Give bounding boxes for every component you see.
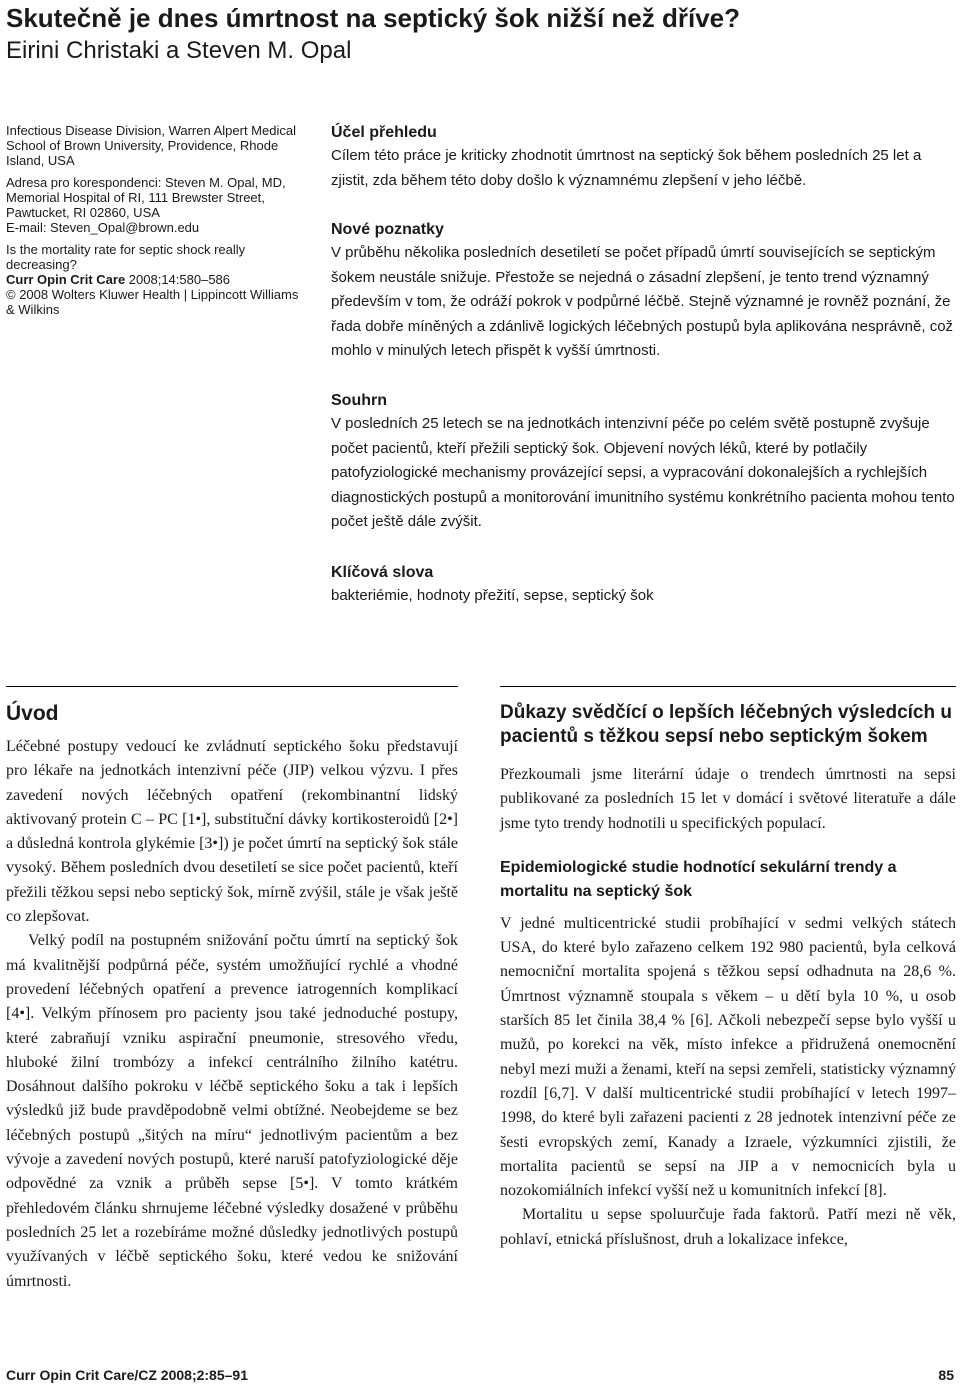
email: E-mail: Steven_Opal@brown.edu	[6, 220, 200, 235]
page-number: 85	[938, 1367, 954, 1383]
evidence-heading: Důkazy svědčící o lepších léčebných výsledcích u pacientů s těžkou sepsí nebo septickým šokem	[500, 702, 952, 747]
article-title: Skutečně je dnes úmrtnost na septický šok nižší než dříve?	[6, 3, 741, 33]
evidence-paragraph-1: Přezkoumali jsme literární údaje o trendech úmrtnosti na sepsi publikované za posledních 15 let v domácí i světové literatuře a dále jsme tyto trendy hodnotili u specifických populací.	[500, 766, 956, 832]
abstract-keywords	[331, 562, 956, 609]
affiliation-block	[6, 123, 306, 317]
copyright: © 2008 Wolters Kluwer Health | Lippincott Williams & Wilkins	[6, 287, 299, 317]
keywords-heading: Klíčová slova	[331, 564, 434, 581]
purpose-text: Cílem této práce je kriticky zhodnotit úmrtnost na septický šok během posledních 25 let a zjistit, zda během této doby došlo k významnému zlepšení v jeho léčbě.	[331, 147, 922, 189]
evidence-paragraph-2: V jedné multicentrické studii probíhající v sedmi velkých státech USA, do které bylo zařazeno celkem 192 980 pacientů, byla celková nemocniční mortalita spojená s těžkou sepsí odhadnuta na 28,6 %. Úmrtnost významně stoupala s věkem – u dětí byla 10 %, u osob starších 85 let činila 38,4 % [6]. Ačkoli nebezpečí sepse bylo vyšší u mužů, po korekci na věk, místo infekce a přidružená onemocnění nebyl mezi muži a ženami, kteří na sepsi zemřeli, statisticky významný rozdíl [6,7]. V další multicentrické studii probíhající v letech 1997–1998, do které byli zařazeni pacienti z 28 jednotek intenzivní péče ze šesti evropských zemí, Kanady a Izraele, výzkumníci zjistili, že mortalita pacientů se sepsí na JIP a v nemocnicích byla u nozokomiálních infekcí vyšší než u komunitních infekcí [8].	[500, 914, 956, 1200]
findings-heading: Nové poznatky	[331, 221, 444, 238]
citation	[6, 272, 306, 287]
correspondence: Adresa pro korespondenci: Steven M. Opal, MD, Memorial Hospital of RI, 111 Brewster Street, Pawtucket, RI 02860, USA	[6, 175, 286, 220]
intro-paragraph-1: Léčebné postupy vedoucí ke zvládnutí septického šoku představují pro lékaře na jednotkách intenzivní péče (JIP) velkou výzvu. I přes zavedení nových léčebných opatření (rekombinantní lidský aktivovaný protein C – PC [1•], substituční dávky kortikosteroidů [2•] a důsledná kontrola glykémie [3•]) je počet úmrtí na septický šok stále vysoký. Během posledních dvou desetiletí se sice počet pacientů, kteří přežili těžkou sepsi nebo septický šok, mírně zvýšil, stále je však ještě co zlepšovat.	[6, 738, 458, 926]
summary-text: V posledních 25 letech se na jednotkách intenzivní péče po celém světě postupně zvyšuje počet pacientů, kteří přežili septický šok. Objevení nových léků, které by potlačily patofyziologické mechanismy provázející sepsi, a vypracování dokonalejších a rychlejších diagnostických postupů a monitorování imunitního systému konkrétního pacienta mohou tento počet ještě dále zvýšit.	[331, 415, 955, 530]
authors: Eirini Christaki a Steven M. Opal	[6, 37, 352, 64]
original-title: Is the mortality rate for septic shock really decreasing?	[6, 242, 246, 272]
intro-heading: Úvod	[6, 702, 59, 725]
intro-paragraph-2: Velký podíl na postupném snižování počtu úmrtí na septický šok má kvalitnější podpůrná péče, systém umožňující rychlé a vhodné provedení léčebných opatření a prevence iatrogenních komplikací [4•]. Velkým přínosem pro pacienty jsou také jednoduché postupy, které zabraňují vzniku aspirační pneumonie, stresového vředu, hluboké žilní trombózy a infekcí centrálního žilního katétru. Dosáhnout dalšího pokroku v léčbě septického šoku a tak i lepších výsledků již bude pravděpodobně velmi obtížné. Neobejdeme se bez léčebných postupů „šitých na míru“ jednotlivým pacientům a bez vývoje a zavedení nových postupů, které naruší patofyziologické děje odpovědné za vznik a průběh sepse [5•]. V tomto krátkém přehledovém článku shrnujeme léčebné výsledky dosažené v průběhu posledních 25 let a rozebíráme možné důsledky jednotlivých postupů využívaných v léčbě septického šoku, které vedou ke snižování úmrtnosti.	[6, 932, 458, 1290]
footer-journal: Curr Opin Crit Care/CZ 2008;2:85–91	[6, 1367, 248, 1383]
abstract-findings	[331, 219, 956, 364]
epidemiology-subheading: Epidemiologické studie hodnotící sekulární trendy a mortalitu na septický šok	[500, 858, 897, 900]
evidence-section	[500, 686, 956, 1252]
intro-section	[6, 686, 458, 1294]
keywords-text: bakteriémie, hodnoty přežití, sepse, septický šok	[331, 587, 654, 604]
findings-text: V průběhu několika posledních desetiletí se počet případů úmrtí souvisejících se septickým šokem neustále snižuje. Přestože se nejedná o zásadní zlepšení, je tento trend významný především v tom, že odráží pokrok v podpůrné léčbě. Stejně významné je rovněž poznání, že řada dobře míněných a zdánlivě logických léčebných postupů byla aplikována nesprávně, což mohlo v minulých letech přispět k vyšší úmrtnosti.	[331, 244, 954, 359]
affiliation: Infectious Disease Division, Warren Alpert Medical School of Brown University, Providence, Rhode Island, USA	[6, 123, 296, 168]
purpose-heading: Účel přehledu	[331, 124, 437, 141]
abstract-summary	[331, 390, 956, 535]
citation-details: 2008;14:580–586	[125, 272, 231, 287]
citation-journal: Curr Opin Crit Care	[6, 272, 126, 287]
abstract-purpose	[331, 122, 956, 193]
evidence-paragraph-3: Mortalitu u sepse spoluurčuje řada faktorů. Patří mezi ně věk, pohlaví, etnická příslušnost, druh a lokalizace infekce,	[500, 1206, 956, 1248]
summary-heading: Souhrn	[331, 392, 387, 409]
